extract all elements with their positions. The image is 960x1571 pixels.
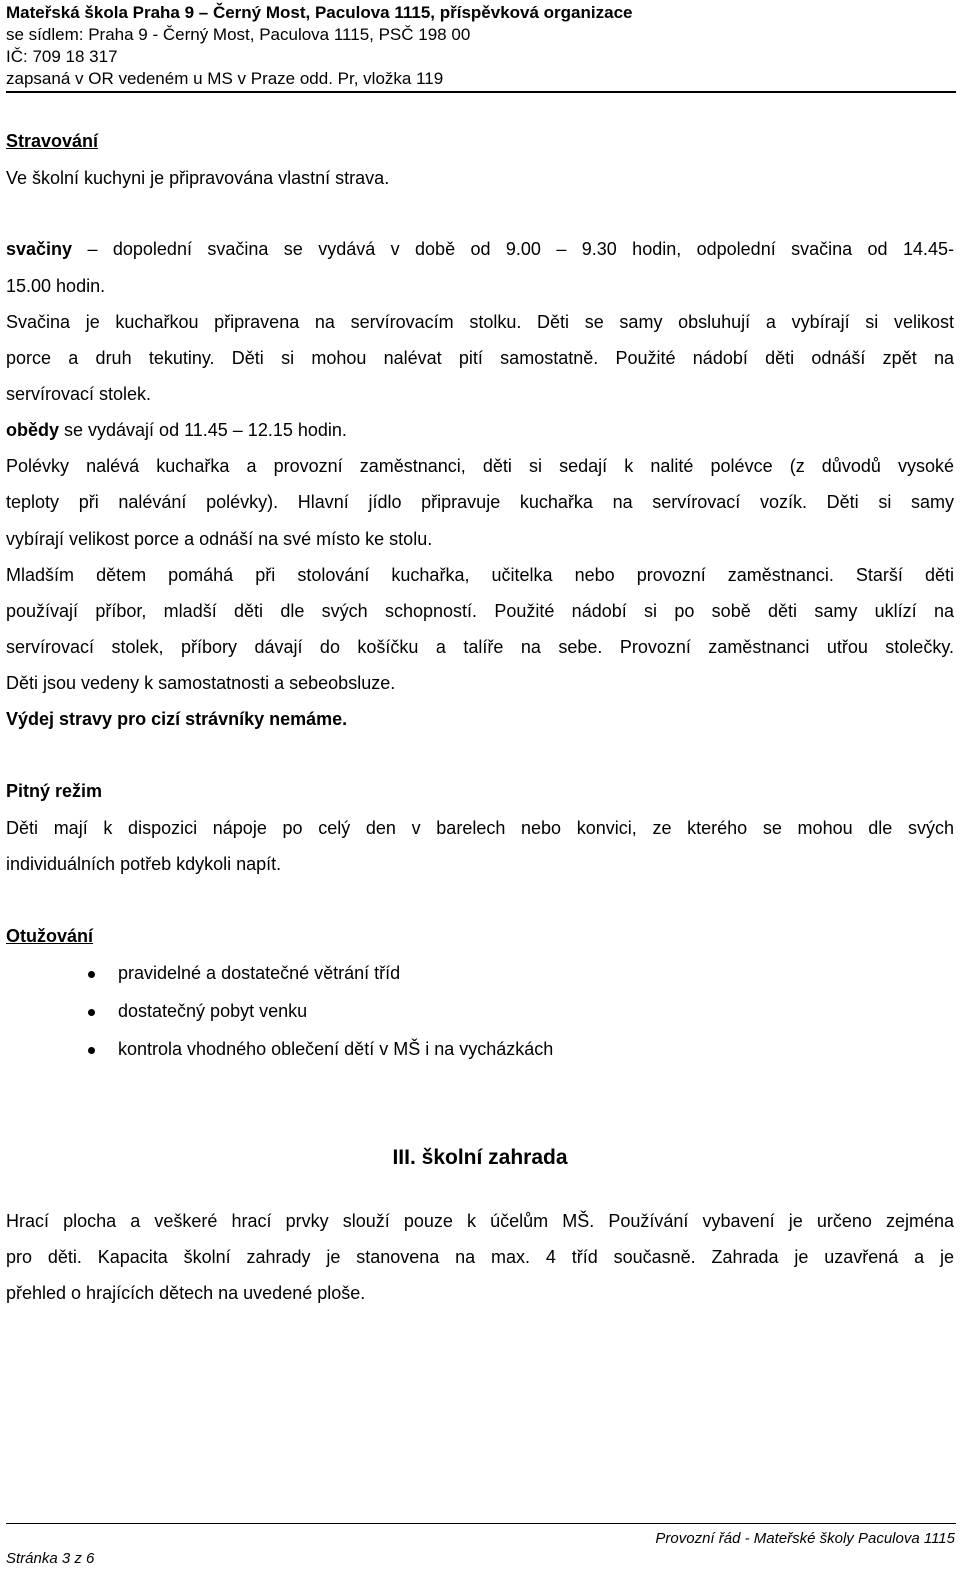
organization-ico: IČ: 709 18 317 bbox=[6, 47, 118, 66]
organization-registry: zapsaná v OR vedeném u MS v Praze odd. Pr, vložka 119 bbox=[6, 69, 444, 88]
bullet-icon bbox=[88, 1047, 95, 1054]
svaciny-paragraph-line-3: servírovací stolek. bbox=[6, 384, 152, 404]
obedy-paragraph-2-line-4: Děti jsou vedeny k samostatnosti a sebeobsluze. bbox=[6, 673, 396, 693]
section-heading-skolni-zahrada: III. školní zahrada bbox=[392, 1146, 568, 1169]
bullet-icon bbox=[88, 971, 95, 978]
footer-page-number: Stránka 3 z 6 bbox=[6, 1550, 95, 1567]
svaciny-label: svačiny bbox=[6, 239, 73, 259]
zahrada-line-3: přehled o hrajících dětech na uvedené ploše. bbox=[6, 1283, 366, 1303]
svaciny-paragraph-line-1: Svačina je kuchařkou připravena na servírovacím stolku. Děti se samy obsluhují a vybírají si velikost bbox=[6, 312, 954, 332]
svaciny-line-1 bbox=[6, 239, 954, 260]
pitny-rezim-line-1: Děti mají k dispozici nápoje po celý den v barelech nebo konvici, ze kterého se mohou dle svých bbox=[6, 818, 954, 838]
pitny-rezim-line-2: individuálních potřeb kdykoli napít. bbox=[6, 854, 282, 874]
section-heading-otuzovani: Otužování bbox=[6, 926, 94, 946]
section-heading-pitny-rezim: Pitný režim bbox=[6, 781, 103, 801]
bullet-icon bbox=[88, 1009, 95, 1016]
obedy-line bbox=[6, 420, 954, 441]
organization-address: se sídlem: Praha 9 - Černý Most, Paculova 1115, PSČ 198 00 bbox=[6, 25, 471, 44]
organization-name: Mateřská škola Praha 9 – Černý Most, Paculova 1115, příspěvková organizace bbox=[6, 3, 633, 22]
svaciny-times: – dopolední svačina se vydává v době od 9.00 – 9.30 hodin, odpolední svačina od 14.45- bbox=[72, 239, 954, 259]
obedy-paragraph-2-line-3: servírovací stolek, příbory dávají do košíčku a talíře na sebe. Provozní zaměstnanci utřou stolečky. bbox=[6, 637, 954, 657]
otuzovani-item: dostatečný pobyt venku bbox=[118, 1001, 308, 1021]
obedy-paragraph-2-line-2: používají příbor, mladší děti dle svých schopností. Použité nádobí si po sobě děti samy uklízí na bbox=[6, 601, 954, 621]
footer-divider bbox=[6, 1523, 956, 1524]
obedy-paragraph-1-line-3: vybírají velikost porce a odnáší na své místo ke stolu. bbox=[6, 529, 433, 549]
document-header bbox=[6, 0, 956, 93]
obedy-label: obědy bbox=[6, 420, 60, 440]
otuzovani-item: pravidelné a dostatečné větrání tříd bbox=[118, 963, 401, 983]
svaciny-paragraph-line-2: porce a druh tekutiny. Děti si mohou nalévat pití samostatně. Použité nádobí děti odnáší zpět na bbox=[6, 348, 954, 368]
section-heading-stravovani: Stravování bbox=[6, 131, 99, 151]
vydej-stravy-note: Výdej stravy pro cizí strávníky nemáme. bbox=[6, 709, 348, 729]
stravovani-intro: Ve školní kuchyni je připravována vlastní strava. bbox=[6, 168, 390, 188]
obedy-paragraph-2-line-1: Mladším dětem pomáhá při stolování kuchařka, učitelka nebo provozní zaměstnanci. Starší děti bbox=[6, 565, 954, 585]
obedy-paragraph-1-line-2: teploty při nalévání polévky). Hlavní jídlo připravuje kuchařka na servírovací vozík. Děti si samy bbox=[6, 492, 954, 512]
zahrada-line-1: Hrací plocha a veškeré hrací prvky slouží pouze k účelům MŠ. Používání vybavení je určeno zejména bbox=[6, 1211, 954, 1231]
obedy-paragraph-1-line-1: Polévky nalévá kuchařka a provozní zaměstnanci, děti si sedají k nalité polévce (z důvodů vysoké bbox=[6, 456, 954, 476]
obedy-times: se vydávají od 11.45 – 12.15 hodin. bbox=[59, 420, 347, 440]
footer-document-title: Provozní řád - Mateřské školy Paculova 1115 bbox=[655, 1530, 955, 1547]
otuzovani-item: kontrola vhodného oblečení dětí v MŠ i na vycházkách bbox=[118, 1039, 554, 1059]
zahrada-line-2: pro děti. Kapacita školní zahrady je stanovena na max. 4 tříd současně. Zahrada je uzavřená a je bbox=[6, 1247, 954, 1267]
svaciny-line-2: 15.00 hodin. bbox=[6, 276, 106, 296]
